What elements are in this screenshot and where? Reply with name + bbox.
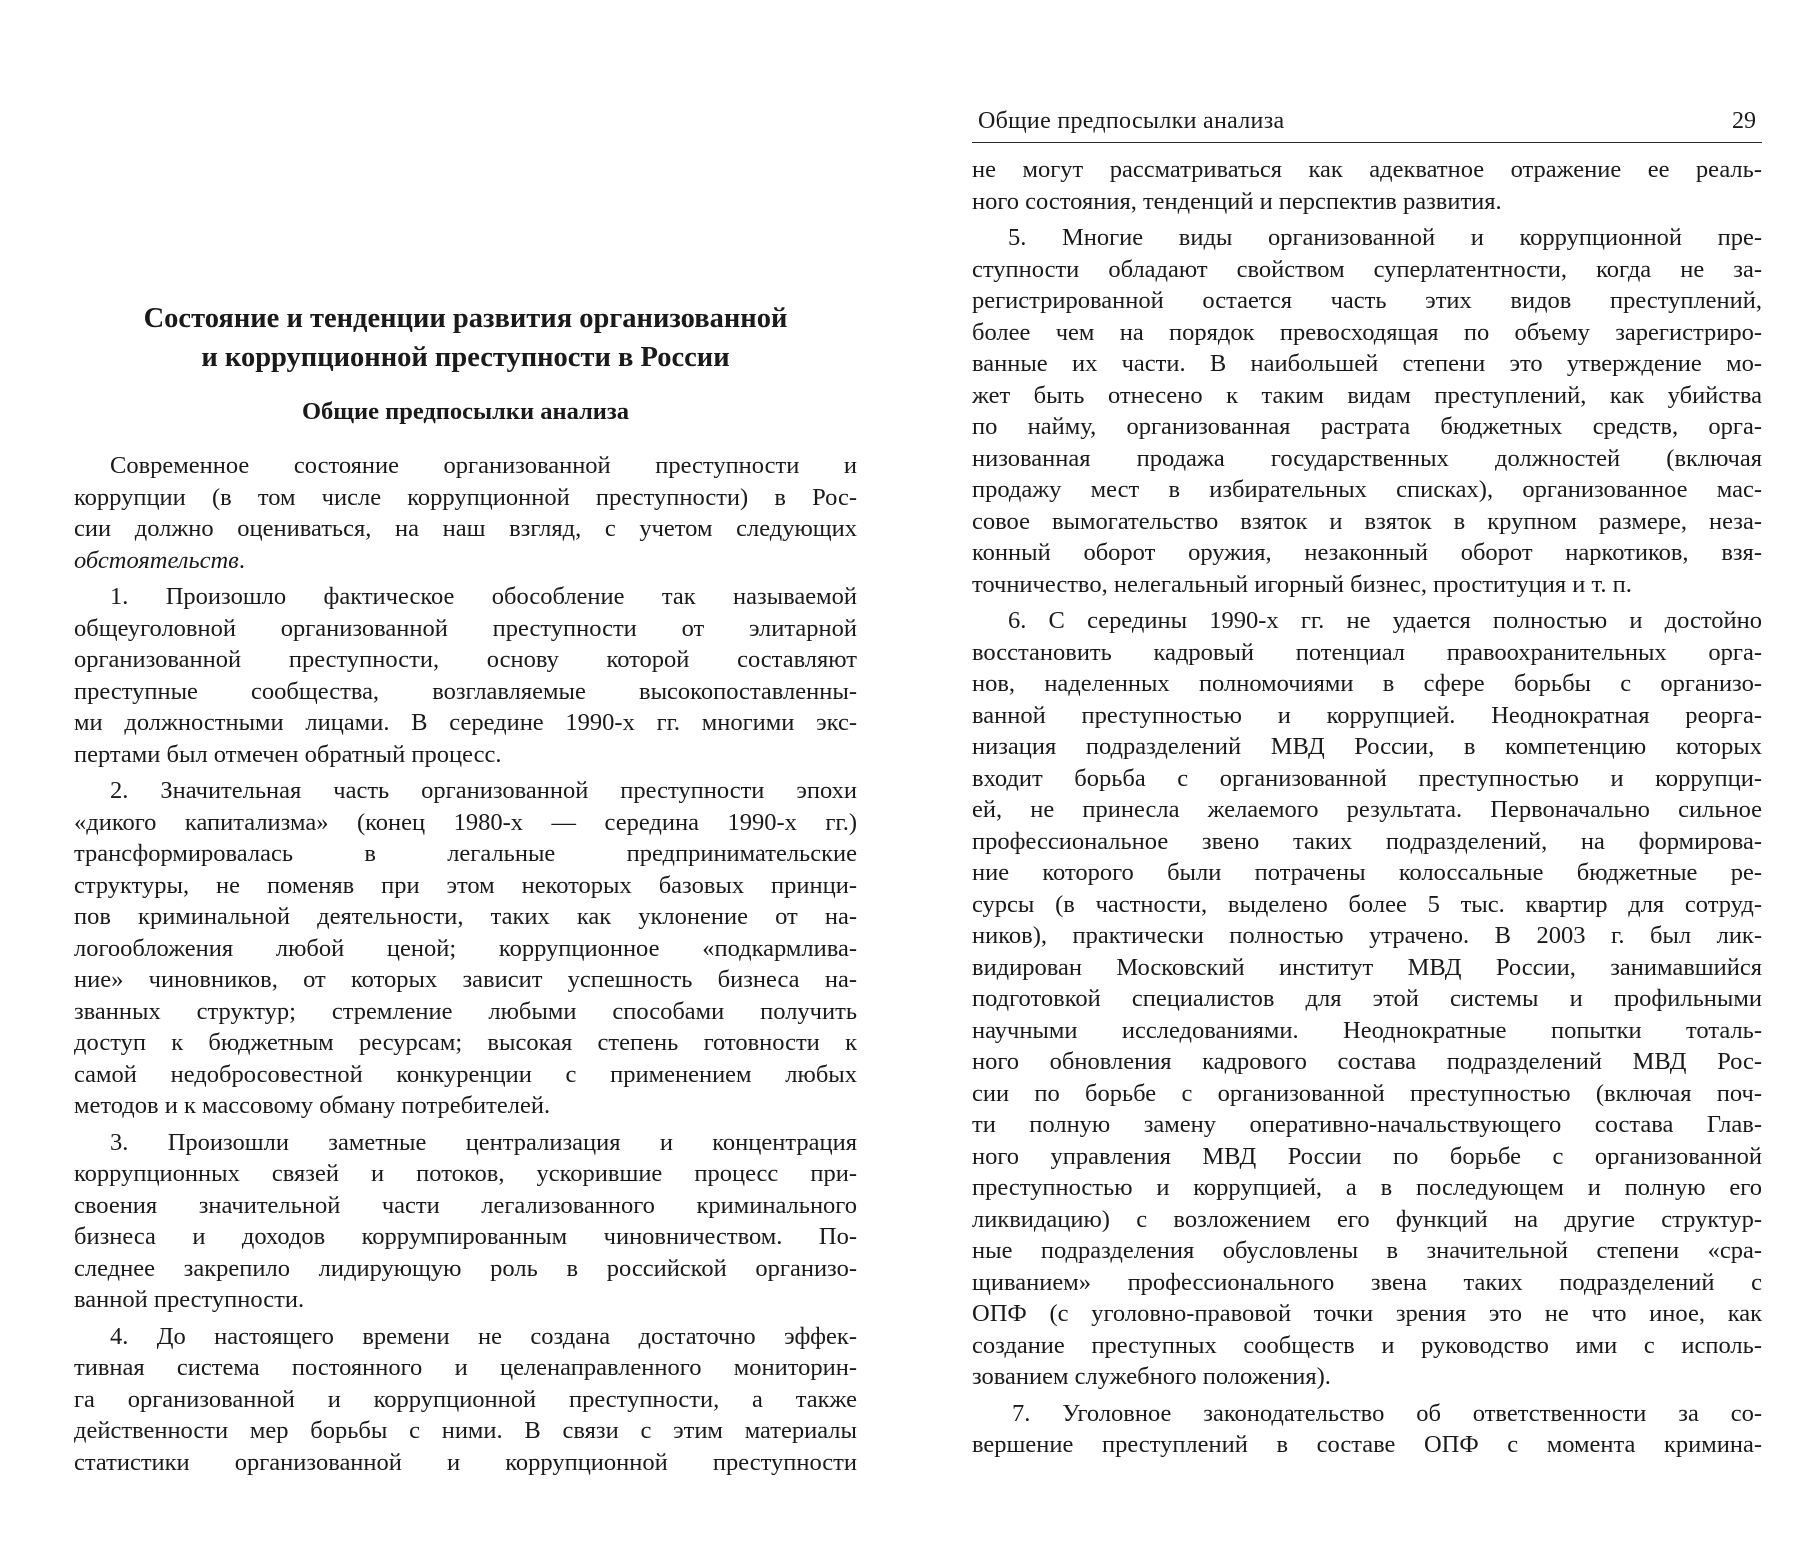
paragraph — [972, 222, 1762, 600]
text-line: «дикого капитализма» (конец 1980-х — середина 1990-х гг.) — [74, 808, 857, 836]
paragraph — [74, 581, 857, 770]
text-line: пертами был отмечен обратный процесс. — [74, 740, 502, 768]
text-line: ние которого были потрачены колоссальные бюджетные ре- — [972, 859, 1762, 886]
text-line: своения значительной части легализованного криминального — [74, 1191, 857, 1219]
italic-term: обстоятельств — [74, 546, 239, 574]
text-line: коррупции (в том числе коррупционной преступности) в Рос- — [74, 483, 857, 511]
text-line: 6. С середины 1990-х гг. не удается полностью и достойно — [1008, 607, 1762, 634]
text-line: га организованной и коррупционной преступности, а также — [74, 1385, 857, 1413]
chapter-title-line: и коррупционной преступности в России — [201, 342, 730, 373]
text-line: организованной преступности, основу которой составляют — [74, 646, 857, 673]
text-line: регистрированной остается часть этих видов преступлений, — [972, 287, 1762, 314]
text-line: ванной преступностью и коррупцией. Неоднократная реорга- — [972, 701, 1762, 729]
running-head — [972, 106, 1762, 143]
text-line: ного состояния, тенденций и перспектив развития. — [972, 187, 1502, 215]
text-line: 2. Значительная часть организованной преступности эпохи — [110, 777, 857, 804]
text-line: низованная продажа государственных должностей (включая — [972, 444, 1762, 472]
text-line: статистики организованной и коррупционной преступности — [74, 1448, 857, 1476]
paragraph — [74, 1127, 857, 1316]
text-line: трансформировалась в легальные предпринимательские — [74, 840, 857, 867]
text-line: щиванием» профессионального звена таких подразделений с — [972, 1268, 1762, 1296]
text-line: видирован Московский институт МВД России, занимавшийся — [972, 953, 1762, 981]
text-line: совое вымогательство взяток и взяток в крупном размере, неза- — [972, 507, 1762, 535]
text-line: по найму, организованная растрата бюджетных средств, орга- — [972, 413, 1762, 440]
left-body-text — [74, 450, 857, 1478]
text-line: Современное состояние организованной преступности и — [110, 452, 857, 479]
chapter-title — [74, 299, 857, 377]
text-line: сии по борьбе с организованной преступностью (включая поч- — [972, 1079, 1762, 1107]
text-line: профессиональное звено таких подразделений, на формирова- — [972, 827, 1762, 855]
right-body-text — [972, 154, 1762, 1461]
text-line: ников), практически полностью утрачено. В 2003 г. был лик- — [972, 922, 1762, 949]
text-line: 3. Произошли заметные централизация и концентрация — [110, 1128, 857, 1156]
text-line: сии должно оцениваться, на наш взгляд, с учетом следующих — [74, 515, 857, 542]
text-line: низация подразделений МВД России, в компетенцию которых — [972, 733, 1762, 760]
paragraph — [74, 775, 857, 1122]
text-line: ного обновления кадрового состава подразделений МВД Рос- — [972, 1048, 1762, 1075]
text-line: общеуголовной организованной преступности от элитарной — [74, 614, 857, 642]
text-line: восстановить кадровый потенциал правоохранительных орга- — [972, 638, 1762, 666]
text-line: 5. Многие виды организованной и коррупционной пре- — [1008, 224, 1762, 251]
text-line: ные подразделения обусловлены в значительной степени «сра- — [972, 1237, 1762, 1264]
text-line: вершение преступлений в составе ОПФ с момента кримина- — [972, 1431, 1762, 1458]
text-line: доступ к бюджетным ресурсам; высокая степень готовности к — [74, 1029, 857, 1056]
text-line: следнее закрепило лидирующую роль в российской организо- — [74, 1254, 857, 1282]
text-line: ей, не принесла желаемого результата. Первоначально сильное — [972, 796, 1762, 823]
text-line: пов криминальной деятельности, таких как уклонение от на- — [74, 903, 857, 930]
text-line: сурсы (в частности, выделено более 5 тыс. квартир для сотруд- — [972, 890, 1762, 918]
text-line: жет быть отнесено к таким видам преступлений, как убийства — [972, 381, 1762, 409]
text-line: нов, наделенных полномочиями в сфере борьбы с организо- — [972, 670, 1762, 697]
text-line: коррупционных связей и потоков, ускорившие процесс при- — [74, 1160, 857, 1187]
text-line: бизнеса и доходов коррумпированным чиновничеством. По- — [74, 1223, 857, 1250]
text-line — [74, 545, 857, 577]
text-line: 4. До настоящего времени не создана достаточно эффек- — [110, 1322, 857, 1350]
text-line: самой недобросовестной конкуренции с применением любых — [74, 1060, 857, 1088]
text-line: ми должностными лицами. В середине 1990-х гг. многими экс- — [74, 709, 857, 736]
text-line: тивная система постоянного и целенаправленного мониторин- — [74, 1354, 857, 1381]
text-line: 7. Уголовное законодательство об ответственности за со- — [1012, 1399, 1762, 1427]
text-line: не могут рассматриваться как адекватное отражение ее реаль- — [972, 156, 1762, 183]
text-line: ние» чиновников, от которых зависит успешность бизнеса на- — [74, 966, 857, 993]
text-line: структуры, не поменяв при этом некоторых базовых принци- — [74, 871, 857, 899]
text-line: конный оборот оружия, незаконный оборот наркотиков, взя- — [972, 539, 1762, 566]
text-line: званных структур; стремление любыми способами получить — [74, 997, 857, 1025]
paragraph — [972, 154, 1762, 217]
text-line: более чем на порядок превосходящая по объему зарегистриро- — [972, 318, 1762, 346]
text-line: ванной преступности. — [74, 1286, 305, 1313]
section-subtitle: Общие предпосылки анализа — [301, 398, 630, 425]
text-line: ного управления МВД России по борьбе с организованной — [972, 1142, 1762, 1170]
paragraph — [74, 1321, 857, 1479]
running-head-title: Общие предпосылки анализа — [978, 108, 1285, 134]
text-line: продажу мест в избирательных списках), организованное мас- — [972, 476, 1762, 503]
chapter-title-line: Состояние и тенденции развития организованной — [143, 303, 788, 334]
text-line: логообложения любой ценой; коррупционное «подкармлива- — [74, 934, 857, 962]
paragraph — [972, 1398, 1762, 1461]
text-line: ликвидацию) с возложением его функций на другие структур- — [972, 1205, 1762, 1233]
text-line: точничество, нелегальный игорный бизнес, проституция и т. п. — [972, 570, 1632, 598]
text-line: ступности обладают свойством суперлатентности, когда не за- — [972, 255, 1762, 283]
text-line: преступные сообщества, возглавляемые высокопоставленны- — [74, 677, 857, 705]
text-line: действенности мер борьбы с ними. В связи с этим материалы — [74, 1417, 857, 1444]
text-line: методов и к массовому обману потребителей. — [74, 1092, 551, 1119]
paragraph — [972, 605, 1762, 1393]
intro-paragraph — [74, 450, 857, 576]
text-line: ти полную замену оперативно-начальствующего состава Глав- — [972, 1111, 1762, 1138]
text-line: подготовкой специалистов для этой системы и профильными — [972, 985, 1762, 1012]
punctuation: . — [238, 546, 245, 574]
page-number: 29 — [1732, 108, 1756, 134]
text-line: ванные их части. В наибольшей степени это утверждение мо- — [972, 350, 1762, 377]
text-line: ОПФ (с уголовно-правовой точки зрения это не что иное, как — [972, 1300, 1762, 1327]
text-line: 1. Произошло фактическое обособление так называемой — [110, 583, 857, 610]
text-line: научными исследованиями. Неоднократные попытки тоталь- — [972, 1016, 1762, 1044]
text-line: зованием служебного положения). — [972, 1363, 1331, 1390]
text-line: преступностью и коррупцией, а в последующем и полную его — [972, 1174, 1762, 1201]
text-line: создание преступных сообществ и руководство ими с исполь- — [972, 1331, 1762, 1359]
text-line: входит борьба с организованной преступностью и коррупци- — [972, 764, 1762, 792]
